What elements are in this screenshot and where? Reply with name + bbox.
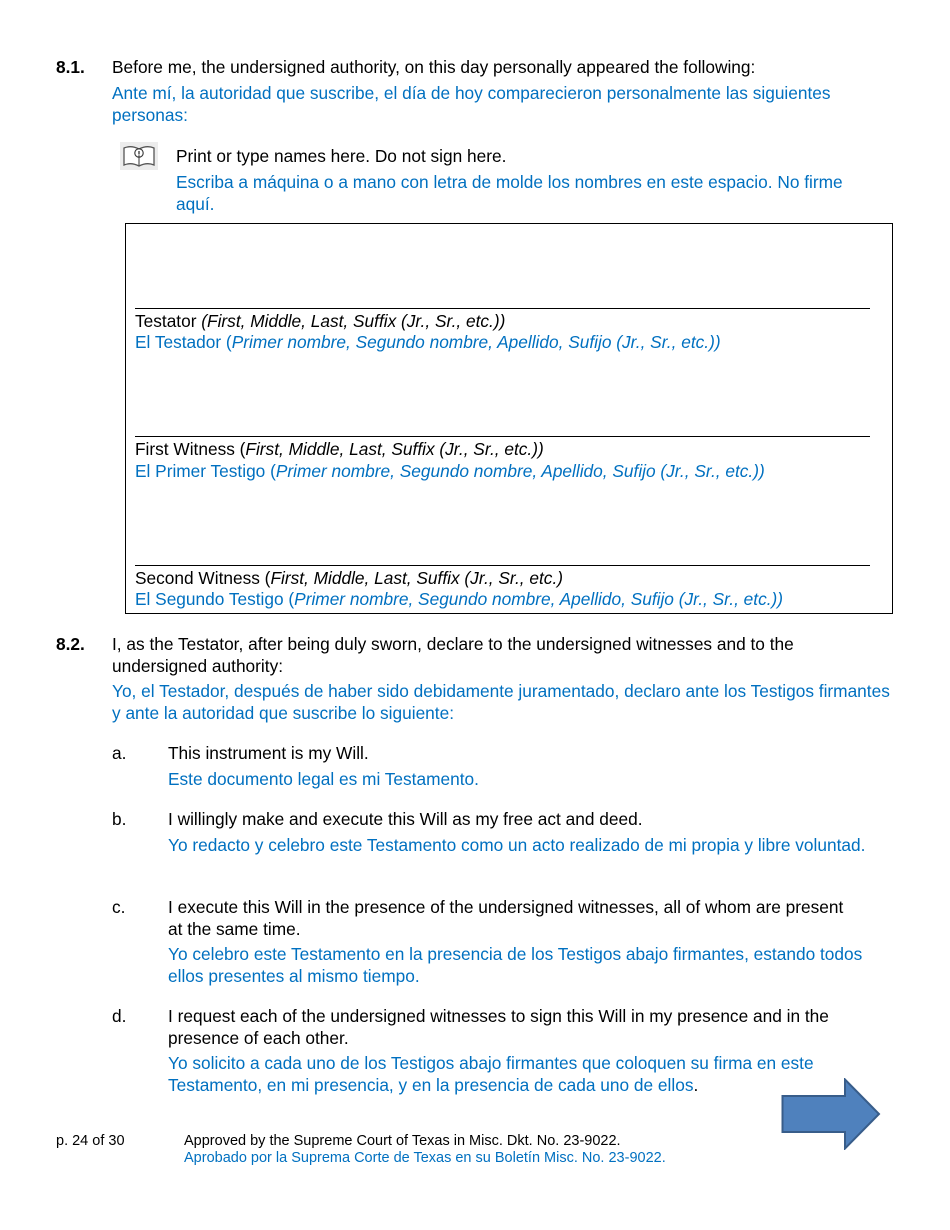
item-d-letter: d. bbox=[112, 1006, 127, 1026]
footer-approval-es: Aprobado por la Suprema Corte de Texas en su Boletín Misc. No. 23-9022. bbox=[184, 1150, 666, 1166]
instruction-text-en: Print or type names here. Do not sign here. bbox=[176, 146, 507, 166]
first-witness-label-es: El Primer Testigo (Primer nombre, Segundo nombre, Apellido, Sufijo (Jr., Sr., etc.)) bbox=[135, 461, 765, 481]
first-witness-name-line[interactable] bbox=[135, 436, 870, 437]
next-page-arrow-icon[interactable] bbox=[781, 1078, 881, 1150]
item-c-text-es: Yo celebro este Testamento en la presencia de los Testigos abajo firmantes, estando todos ellos presentes al mismo tiempo. bbox=[168, 944, 863, 986]
item-c-letter: c. bbox=[112, 897, 126, 917]
item-d-text-es: Yo solicito a cada uno de los Testigos abajo firmantes que coloquen su firma en este Testamento, en mi presencia, y en la presencia de cada uno de ellos. bbox=[168, 1053, 814, 1095]
section-8-1-number: 8.1. bbox=[56, 57, 85, 77]
first-witness-label-en: First Witness (First, Middle, Last, Suffix (Jr., Sr., etc.)) bbox=[135, 439, 544, 459]
item-a-letter: a. bbox=[112, 743, 127, 763]
book-info-icon bbox=[120, 142, 158, 170]
item-b-text-es: Yo redacto y celebro este Testamento como un acto realizado de mi propia y libre voluntad. bbox=[168, 835, 866, 855]
testator-name-line[interactable] bbox=[135, 308, 870, 309]
section-8-1-text-es: Ante mí, la autoridad que suscribe, el día de hoy comparecieron personalmente las siguientes personas: bbox=[112, 83, 831, 125]
section-8-1-text-en: Before me, the undersigned authority, on this day personally appeared the following: bbox=[112, 57, 756, 77]
testator-label-es: El Testador (Primer nombre, Segundo nombre, Apellido, Sufijo (Jr., Sr., etc.)) bbox=[135, 332, 721, 352]
printed-names-box bbox=[125, 223, 893, 614]
item-c-text-en: I execute this Will in the presence of the undersigned witnesses, all of whom are present at the same time. bbox=[168, 897, 844, 939]
item-a-text-es: Este documento legal es mi Testamento. bbox=[168, 769, 479, 789]
item-d-text-en: I request each of the undersigned witnesses to sign this Will in my presence and in the presence of each other. bbox=[168, 1006, 829, 1048]
item-b-letter: b. bbox=[112, 809, 127, 829]
section-8-2-text-en: I, as the Testator, after being duly sworn, declare to the undersigned witnesses and to the undersigned authority: bbox=[112, 634, 794, 676]
testator-label-en: Testator (First, Middle, Last, Suffix (Jr., Sr., etc.)) bbox=[135, 311, 506, 331]
second-witness-name-line[interactable] bbox=[135, 565, 870, 566]
footer-approval-en: Approved by the Supreme Court of Texas in Misc. Dkt. No. 23-9022. bbox=[184, 1133, 621, 1149]
second-witness-label-es: El Segundo Testigo (Primer nombre, Segundo nombre, Apellido, Sufijo (Jr., Sr., etc.)) bbox=[135, 589, 784, 609]
instruction-text-es: Escriba a máquina o a mano con letra de molde los nombres en este espacio. No firme aquí. bbox=[176, 172, 843, 214]
item-a-text-en: This instrument is my Will. bbox=[168, 743, 369, 763]
section-8-2-number: 8.2. bbox=[56, 634, 85, 654]
second-witness-label-en: Second Witness (First, Middle, Last, Suffix (Jr., Sr., etc.) bbox=[135, 568, 563, 588]
page-number: p. 24 of 30 bbox=[56, 1133, 125, 1149]
item-b-text-en: I willingly make and execute this Will as my free act and deed. bbox=[168, 809, 643, 829]
section-8-2-text-es: Yo, el Testador, después de haber sido debidamente juramentado, declaro ante los Testigos firmantes y ante la autoridad que suscribe lo siguiente: bbox=[112, 681, 890, 723]
